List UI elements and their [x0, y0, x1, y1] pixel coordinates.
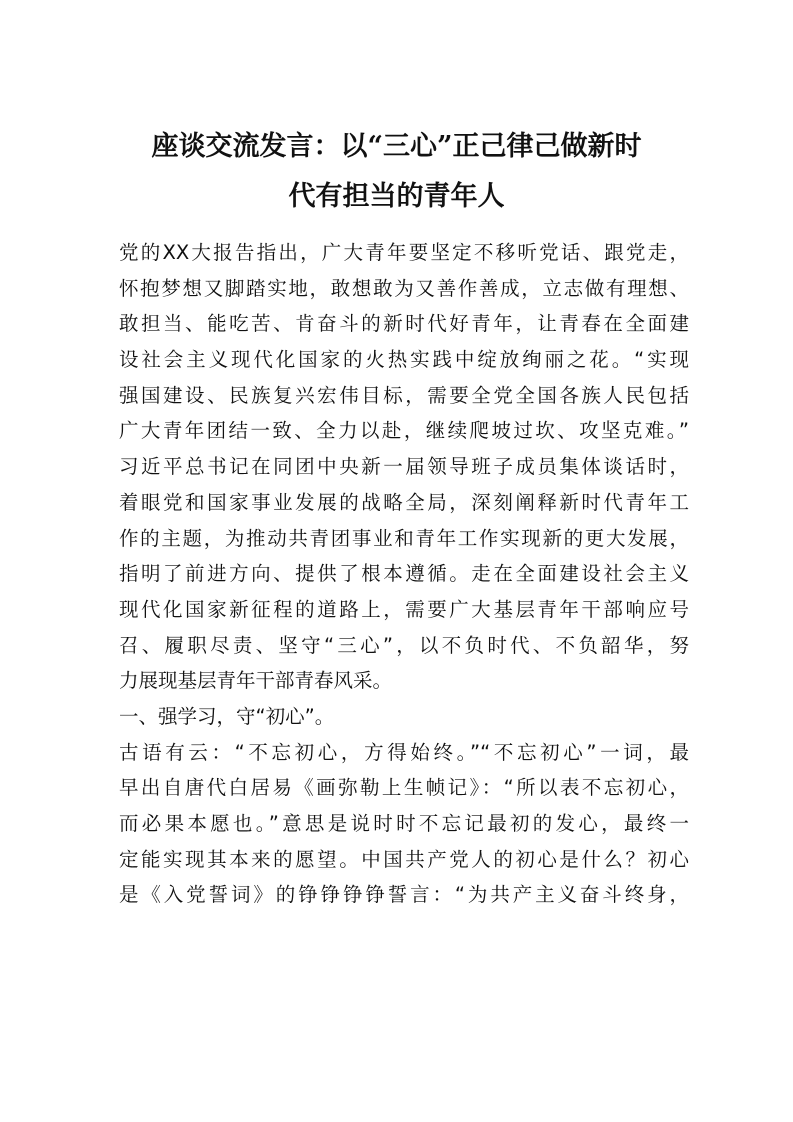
- body-line: 定能实现其本来的愿望。中国共产党人的初心是什么？初心: [119, 847, 689, 871]
- body-line: 是《入党誓词》的铮铮铮铮誓言：“为共产主义奋斗终身，: [119, 883, 689, 907]
- document-title-line-1: 座谈交流发言：以“三心”正己律己做新时: [151, 131, 642, 162]
- body-line: 现代化国家新征程的道路上，需要广大基层青年干部响应号: [119, 597, 689, 621]
- body-line: 力展现基层青年干部青春风采。: [119, 669, 393, 693]
- body-line: 党的XX大报告指出，广大青年要坚定不移听党话、跟党走，: [119, 241, 689, 264]
- body-line: 古语有云：“不忘初心，方得始终。”“不忘初心”一词，最: [119, 740, 689, 764]
- body-line: 强国建设、民族复兴宏伟目标，需要全党全国各族人民包括: [119, 383, 689, 407]
- body-line: 设社会主义现代化国家的火热实践中绽放绚丽之花。“实现: [119, 348, 689, 372]
- body-line: 指明了前进方向、提供了根本遵循。走在全面建设社会主义: [119, 562, 689, 586]
- section-heading: 一、强学习，守“初心”。: [119, 704, 335, 728]
- document-body: [119, 235, 689, 913]
- body-line: 怀抱梦想又脚踏实地，敢想敢为又善作善成，立志做有理想、: [119, 276, 689, 300]
- body-line: 着眼党和国家事业发展的战略全局，深刻阐释新时代青年工: [119, 490, 689, 514]
- body-line: 习近平总书记在同团中央新一届领导班子成员集体谈话时，: [119, 455, 689, 479]
- document-title-line-2: 代有担当的青年人: [288, 181, 505, 212]
- body-line: 作的主题，为推动共青团事业和青年工作实现新的更大发展，: [119, 526, 689, 550]
- body-line: 召、履职尽责、坚守“三心”，以不负时代、不负韶华，努: [119, 633, 689, 657]
- body-line: 敢担当、能吃苦、肯奋斗的新时代好青年，让青春在全面建: [119, 312, 689, 336]
- body-line: 早出自唐代白居易《画弥勒上生帧记》：“所以表不忘初心，: [119, 776, 689, 800]
- body-line: 而必果本愿也。”意思是说时时不忘记最初的发心，最终一: [119, 812, 689, 835]
- body-line: 广大青年团结一致、全力以赴，继续爬坡过坎、攻坚克难。”: [119, 419, 689, 443]
